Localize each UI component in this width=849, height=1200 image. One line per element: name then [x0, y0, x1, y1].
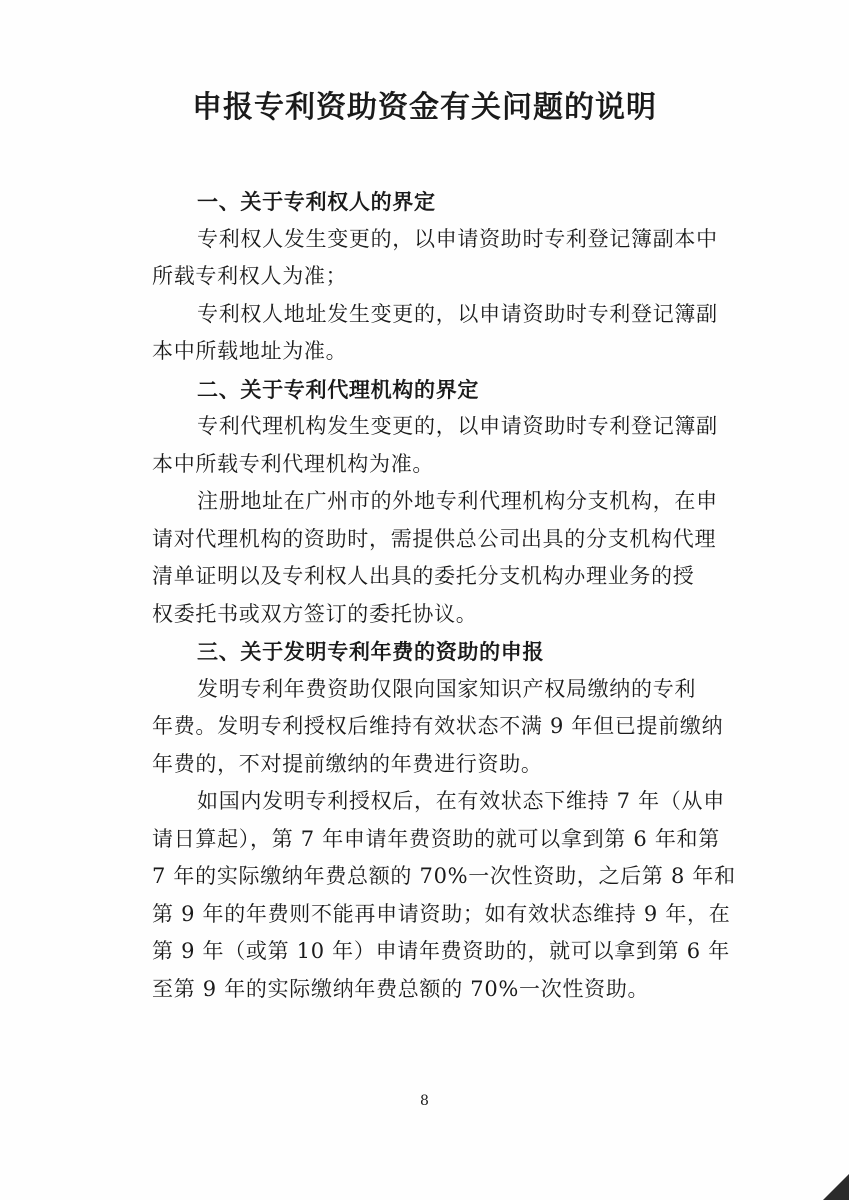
paragraph-line: 如国内发明专利授权后，在有效状态下维持 7 年（从申	[197, 789, 725, 813]
document-title: 申报专利资助资金有关问题的说明	[192, 90, 657, 125]
section-heading: 一、关于专利权人的界定	[197, 189, 436, 214]
paragraph-line: 年费的，不对提前缴纳的年费进行资助。	[152, 751, 543, 776]
page-number: 8	[420, 1093, 429, 1109]
paragraph-line: 清单证明以及专利权人出具的委托分支机构办理业务的授	[152, 564, 695, 588]
scan-corner-mark	[823, 1174, 849, 1200]
paragraph-line: 专利权人发生变更的，以申请资助时专利登记簿副本中	[197, 226, 718, 251]
section-heading: 二、关于专利代理机构的界定	[197, 376, 480, 402]
paragraph-line: 权委托书或双方签订的委托协议。	[152, 601, 478, 626]
paragraph-line: 注册地址在广州市的外地专利代理机构分支机构，在申	[197, 489, 718, 513]
section-heading: 三、关于发明专利年费的资助的申报	[197, 639, 545, 664]
paragraph-line: 请日算起），第 7 年申请年费资助的就可以拿到第 6 年和第	[152, 826, 720, 851]
paragraph-line: 所载专利权人为准；	[152, 264, 348, 288]
paragraph-line: 至第 9 年的实际缴纳年费总额的 70%一次性资助。	[152, 976, 650, 1001]
document-body	[152, 183, 752, 1008]
paragraph-line: 年费。发明专利授权后维持有效状态不满 9 年但已提前缴纳	[152, 714, 724, 738]
paragraph-line: 请对代理机构的资助时，需提供总公司出具的分支机构代理	[152, 526, 717, 551]
paragraph-line: 第 9 年（或第 10 年）申请年费资助的，就可以拿到第 6 年	[152, 939, 730, 963]
paragraph-line: 专利代理机构发生变更的，以申请资助时专利登记簿副	[197, 414, 718, 438]
paragraph-line: 专利权人地址发生变更的，以申请资助时专利登记簿副	[197, 301, 718, 326]
paragraph-line: 本中所载专利代理机构为准。	[152, 451, 435, 476]
paragraph-line: 发明专利年费资助仅限向国家知识产权局缴纳的专利	[197, 676, 697, 701]
paragraph-line: 第 9 年的年费则不能再申请资助；如有效状态维持 9 年，在	[152, 901, 731, 926]
paragraph-line: 7 年的实际缴纳年费总额的 70%一次性资助，之后第 8 年和	[152, 864, 736, 888]
paragraph-line: 本中所载地址为准。	[152, 339, 348, 363]
